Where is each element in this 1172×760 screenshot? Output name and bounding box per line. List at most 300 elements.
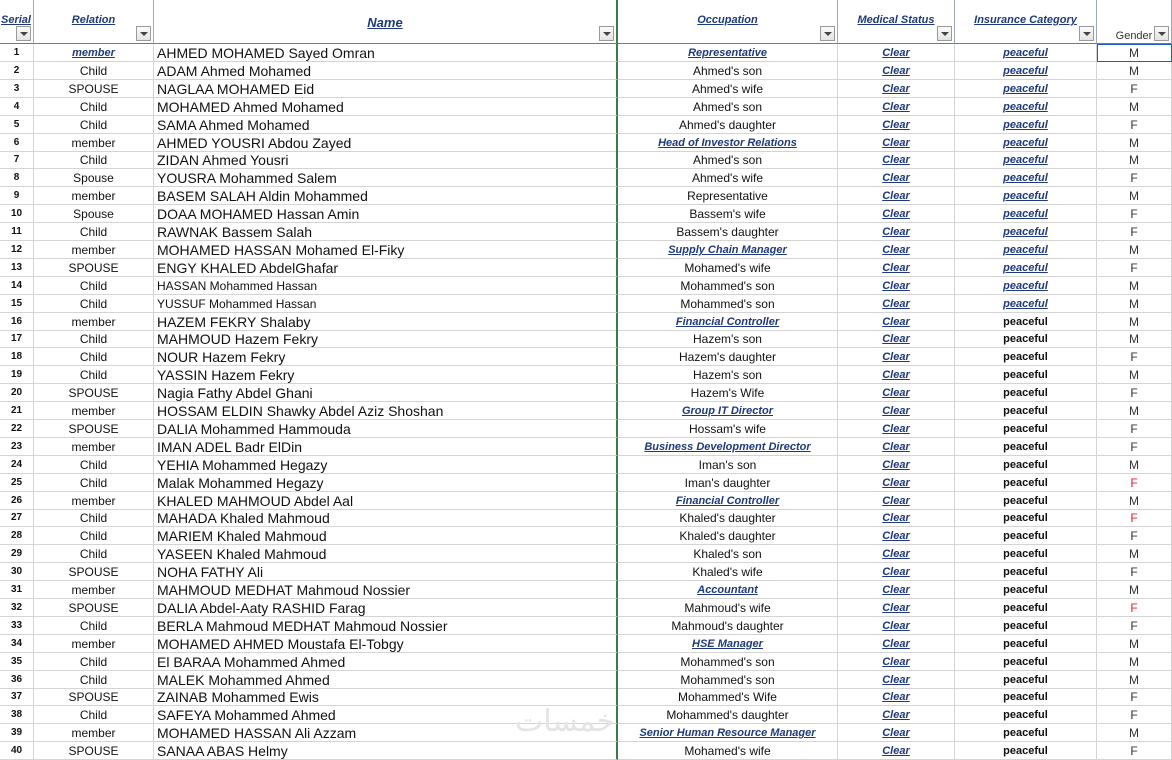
cell-insurance-category[interactable]: peaceful <box>955 205 1097 223</box>
cell-name[interactable]: MOHAMED HASSAN Ali Azzam <box>154 724 618 742</box>
cell-medical-status[interactable]: Clear <box>838 474 955 492</box>
cell-occupation[interactable]: Hazem's Wife <box>618 384 838 402</box>
cell-serial[interactable]: 1 <box>0 44 34 62</box>
cell-gender[interactable]: F <box>1097 706 1172 724</box>
cell-serial[interactable]: 7 <box>0 151 34 169</box>
cell-serial[interactable]: 18 <box>0 348 34 366</box>
cell-serial[interactable]: 17 <box>0 330 34 348</box>
cell-insurance-category[interactable]: peaceful <box>955 277 1097 295</box>
cell-name[interactable]: MOHAMED HASSAN Mohamed El-Fiky <box>154 241 618 259</box>
filter-dropdown-icon[interactable] <box>937 26 952 41</box>
cell-serial[interactable]: 30 <box>0 563 34 581</box>
cell-medical-status[interactable]: Clear <box>838 62 955 80</box>
cell-medical-status[interactable]: Clear <box>838 384 955 402</box>
cell-name[interactable]: BERLA Mahmoud MEDHAT Mahmoud Nossier <box>154 617 618 635</box>
cell-serial[interactable]: 27 <box>0 509 34 527</box>
cell-insurance-category[interactable]: peaceful <box>955 599 1097 617</box>
cell-name[interactable]: DALIA Mohammed Hammouda <box>154 420 618 438</box>
cell-name[interactable]: El BARAA Mohammed Ahmed <box>154 653 618 671</box>
cell-name[interactable]: DALIA Abdel-Aaty RASHID Farag <box>154 599 618 617</box>
cell-medical-status[interactable]: Clear <box>838 420 955 438</box>
cell-gender[interactable]: F <box>1097 80 1172 98</box>
cell-medical-status[interactable]: Clear <box>838 492 955 510</box>
cell-occupation[interactable]: Mohammed's son <box>618 277 838 295</box>
cell-medical-status[interactable]: Clear <box>838 688 955 706</box>
cell-occupation[interactable]: Hazem's son <box>618 330 838 348</box>
cell-gender[interactable]: F <box>1097 223 1172 241</box>
cell-serial[interactable]: 14 <box>0 277 34 295</box>
cell-medical-status[interactable]: Clear <box>838 205 955 223</box>
cell-serial[interactable]: 31 <box>0 581 34 599</box>
cell-relation[interactable]: member <box>34 187 154 205</box>
cell-name[interactable]: Nagia Fathy Abdel Ghani <box>154 384 618 402</box>
cell-occupation[interactable]: Financial Controller <box>618 492 838 510</box>
cell-occupation[interactable]: Ahmed's wife <box>618 80 838 98</box>
cell-insurance-category[interactable]: peaceful <box>955 384 1097 402</box>
cell-occupation[interactable]: Representative <box>618 187 838 205</box>
cell-name[interactable]: YASEEN Khaled Mahmoud <box>154 545 618 563</box>
cell-occupation[interactable]: Hazem's son <box>618 366 838 384</box>
cell-name[interactable]: MOHAMED AHMED Moustafa El-Tobgy <box>154 635 618 653</box>
cell-gender[interactable]: F <box>1097 438 1172 456</box>
cell-name[interactable]: ENGY KHALED AbdelGhafar <box>154 259 618 277</box>
cell-serial[interactable]: 12 <box>0 241 34 259</box>
cell-name[interactable]: HAZEM FEKRY Shalaby <box>154 313 618 331</box>
cell-medical-status[interactable]: Clear <box>838 98 955 116</box>
cell-occupation[interactable]: Head of Investor Relations <box>618 134 838 152</box>
cell-insurance-category[interactable]: peaceful <box>955 98 1097 116</box>
cell-gender[interactable]: F <box>1097 527 1172 545</box>
cell-occupation[interactable]: Mahmoud's daughter <box>618 617 838 635</box>
cell-medical-status[interactable]: Clear <box>838 330 955 348</box>
cell-relation[interactable]: Child <box>34 706 154 724</box>
cell-medical-status[interactable]: Clear <box>838 402 955 420</box>
cell-gender[interactable]: M <box>1097 295 1172 313</box>
cell-serial[interactable]: 8 <box>0 169 34 187</box>
cell-insurance-category[interactable]: peaceful <box>955 241 1097 259</box>
cell-name[interactable]: YEHIA Mohammed Hegazy <box>154 456 618 474</box>
cell-relation[interactable]: SPOUSE <box>34 384 154 402</box>
cell-relation[interactable]: Child <box>34 223 154 241</box>
cell-occupation[interactable]: Iman's son <box>618 456 838 474</box>
cell-medical-status[interactable]: Clear <box>838 80 955 98</box>
cell-relation[interactable]: member <box>34 492 154 510</box>
cell-occupation[interactable]: HSE Manager <box>618 635 838 653</box>
cell-serial[interactable]: 26 <box>0 492 34 510</box>
cell-insurance-category[interactable]: peaceful <box>955 259 1097 277</box>
cell-medical-status[interactable]: Clear <box>838 635 955 653</box>
cell-insurance-category[interactable]: peaceful <box>955 706 1097 724</box>
cell-name[interactable]: AHMED MOHAMED Sayed Omran <box>154 44 618 62</box>
header-occupation[interactable] <box>618 0 838 44</box>
cell-name[interactable]: YASSIN Hazem Fekry <box>154 366 618 384</box>
cell-medical-status[interactable]: Clear <box>838 259 955 277</box>
header-medical-status[interactable] <box>838 0 955 44</box>
cell-serial[interactable]: 13 <box>0 259 34 277</box>
cell-occupation[interactable]: Ahmed's daughter <box>618 116 838 134</box>
cell-medical-status[interactable]: Clear <box>838 438 955 456</box>
cell-occupation[interactable]: Bassem's wife <box>618 205 838 223</box>
cell-name[interactable]: AHMED YOUSRI Abdou Zayed <box>154 134 618 152</box>
cell-relation[interactable]: Child <box>34 671 154 689</box>
cell-serial[interactable]: 3 <box>0 80 34 98</box>
cell-occupation[interactable]: Ahmed's wife <box>618 169 838 187</box>
cell-medical-status[interactable]: Clear <box>838 151 955 169</box>
cell-name[interactable]: MARIEM Khaled Mahmoud <box>154 527 618 545</box>
cell-serial[interactable]: 28 <box>0 527 34 545</box>
cell-relation[interactable]: Child <box>34 98 154 116</box>
cell-gender[interactable]: M <box>1097 671 1172 689</box>
cell-serial[interactable]: 40 <box>0 742 34 760</box>
cell-name[interactable]: RAWNAK Bassem Salah <box>154 223 618 241</box>
cell-gender[interactable]: M <box>1097 62 1172 80</box>
cell-name[interactable]: MAHMOUD MEDHAT Mahmoud Nossier <box>154 581 618 599</box>
cell-name[interactable]: SAFEYA Mohammed Ahmed <box>154 706 618 724</box>
cell-insurance-category[interactable]: peaceful <box>955 187 1097 205</box>
cell-gender[interactable]: F <box>1097 599 1172 617</box>
cell-occupation[interactable]: Ahmed's son <box>618 151 838 169</box>
cell-name[interactable]: ZIDAN Ahmed Yousri <box>154 151 618 169</box>
header-relation[interactable] <box>34 0 154 44</box>
cell-gender[interactable]: M <box>1097 724 1172 742</box>
cell-insurance-category[interactable]: peaceful <box>955 62 1097 80</box>
cell-insurance-category[interactable]: peaceful <box>955 169 1097 187</box>
cell-occupation[interactable]: Khaled's son <box>618 545 838 563</box>
filter-dropdown-icon[interactable] <box>136 26 151 41</box>
cell-relation[interactable]: Child <box>34 474 154 492</box>
cell-name[interactable]: BASEM SALAH Aldin Mohammed <box>154 187 618 205</box>
cell-medical-status[interactable]: Clear <box>838 456 955 474</box>
cell-insurance-category[interactable]: peaceful <box>955 348 1097 366</box>
cell-gender[interactable]: M <box>1097 187 1172 205</box>
cell-name[interactable]: YUSSUF Mohammed Hassan <box>154 295 618 313</box>
cell-occupation[interactable]: Group IT Director <box>618 402 838 420</box>
cell-serial[interactable]: 16 <box>0 313 34 331</box>
cell-serial[interactable]: 23 <box>0 438 34 456</box>
cell-medical-status[interactable]: Clear <box>838 742 955 760</box>
cell-gender[interactable]: F <box>1097 205 1172 223</box>
cell-serial[interactable]: 36 <box>0 671 34 689</box>
cell-relation[interactable]: Child <box>34 527 154 545</box>
cell-insurance-category[interactable]: peaceful <box>955 581 1097 599</box>
cell-relation[interactable]: Child <box>34 62 154 80</box>
cell-occupation[interactable]: Khaled's daughter <box>618 527 838 545</box>
cell-name[interactable]: SAMA Ahmed Mohamed <box>154 116 618 134</box>
cell-gender[interactable]: M <box>1097 456 1172 474</box>
cell-relation[interactable]: Child <box>34 277 154 295</box>
cell-name[interactable]: NOUR Hazem Fekry <box>154 348 618 366</box>
cell-medical-status[interactable]: Clear <box>838 241 955 259</box>
cell-relation[interactable]: member <box>34 134 154 152</box>
cell-relation[interactable]: Spouse <box>34 169 154 187</box>
cell-insurance-category[interactable]: peaceful <box>955 671 1097 689</box>
cell-medical-status[interactable]: Clear <box>838 116 955 134</box>
cell-gender[interactable]: F <box>1097 384 1172 402</box>
cell-medical-status[interactable]: Clear <box>838 671 955 689</box>
cell-insurance-category[interactable]: peaceful <box>955 617 1097 635</box>
cell-insurance-category[interactable]: peaceful <box>955 295 1097 313</box>
cell-gender[interactable]: M <box>1097 151 1172 169</box>
cell-serial[interactable]: 37 <box>0 688 34 706</box>
cell-serial[interactable]: 32 <box>0 599 34 617</box>
cell-relation[interactable]: member <box>34 581 154 599</box>
cell-relation[interactable]: member <box>34 635 154 653</box>
cell-gender[interactable]: M <box>1097 545 1172 563</box>
cell-gender[interactable]: F <box>1097 563 1172 581</box>
cell-insurance-category[interactable]: peaceful <box>955 742 1097 760</box>
cell-gender[interactable]: M <box>1097 44 1172 62</box>
cell-serial[interactable]: 9 <box>0 187 34 205</box>
cell-medical-status[interactable]: Clear <box>838 563 955 581</box>
cell-insurance-category[interactable]: peaceful <box>955 116 1097 134</box>
cell-name[interactable]: MOHAMED Ahmed Mohamed <box>154 98 618 116</box>
header-gender[interactable] <box>1097 0 1172 44</box>
cell-serial[interactable]: 19 <box>0 366 34 384</box>
cell-occupation[interactable]: Financial Controller <box>618 313 838 331</box>
cell-relation[interactable]: Child <box>34 545 154 563</box>
cell-occupation[interactable]: Hazem's daughter <box>618 348 838 366</box>
cell-occupation[interactable]: Mahmoud's wife <box>618 599 838 617</box>
cell-occupation[interactable]: Mohammed's son <box>618 671 838 689</box>
cell-insurance-category[interactable]: peaceful <box>955 402 1097 420</box>
cell-insurance-category[interactable]: peaceful <box>955 635 1097 653</box>
cell-relation[interactable]: SPOUSE <box>34 259 154 277</box>
cell-occupation[interactable]: Business Development Director <box>618 438 838 456</box>
cell-serial[interactable]: 11 <box>0 223 34 241</box>
cell-medical-status[interactable]: Clear <box>838 169 955 187</box>
cell-gender[interactable]: F <box>1097 742 1172 760</box>
cell-serial[interactable]: 20 <box>0 384 34 402</box>
cell-serial[interactable]: 35 <box>0 653 34 671</box>
cell-insurance-category[interactable]: peaceful <box>955 223 1097 241</box>
cell-name[interactable]: DOAA MOHAMED Hassan Amin <box>154 205 618 223</box>
cell-relation[interactable]: SPOUSE <box>34 599 154 617</box>
cell-insurance-category[interactable]: peaceful <box>955 456 1097 474</box>
cell-relation[interactable]: member <box>34 402 154 420</box>
cell-insurance-category[interactable]: peaceful <box>955 420 1097 438</box>
cell-name[interactable]: YOUSRA Mohammed Salem <box>154 169 618 187</box>
header-serial[interactable] <box>0 0 34 44</box>
cell-relation[interactable]: Child <box>34 617 154 635</box>
table-row <box>0 98 1172 116</box>
table-row <box>0 545 1172 563</box>
cell-serial[interactable]: 10 <box>0 205 34 223</box>
cell-insurance-category[interactable]: peaceful <box>955 313 1097 331</box>
cell-insurance-category[interactable]: peaceful <box>955 563 1097 581</box>
cell-medical-status[interactable]: Clear <box>838 581 955 599</box>
cell-gender[interactable]: M <box>1097 492 1172 510</box>
cell-insurance-category[interactable]: peaceful <box>955 527 1097 545</box>
cell-gender[interactable]: M <box>1097 98 1172 116</box>
cell-relation[interactable]: Child <box>34 295 154 313</box>
cell-insurance-category[interactable]: peaceful <box>955 474 1097 492</box>
cell-name[interactable]: HASSAN Mohammed Hassan <box>154 277 618 295</box>
cell-occupation[interactable]: Accountant <box>618 581 838 599</box>
cell-insurance-category[interactable]: peaceful <box>955 438 1097 456</box>
table-row <box>0 134 1172 152</box>
cell-insurance-category[interactable]: peaceful <box>955 151 1097 169</box>
cell-medical-status[interactable]: Clear <box>838 348 955 366</box>
cell-medical-status[interactable]: Clear <box>838 134 955 152</box>
cell-serial[interactable]: 29 <box>0 545 34 563</box>
cell-occupation[interactable]: Representative <box>618 44 838 62</box>
cell-medical-status[interactable]: Clear <box>838 724 955 742</box>
cell-insurance-category[interactable]: peaceful <box>955 134 1097 152</box>
cell-gender[interactable]: F <box>1097 474 1172 492</box>
cell-serial[interactable]: 39 <box>0 724 34 742</box>
cell-insurance-category[interactable]: peaceful <box>955 653 1097 671</box>
cell-relation[interactable]: Child <box>34 366 154 384</box>
table-row <box>0 420 1172 438</box>
cell-name[interactable]: MAHMOUD Hazem Fekry <box>154 330 618 348</box>
cell-occupation[interactable]: Mohammed's Wife <box>618 688 838 706</box>
cell-occupation[interactable]: Khaled's wife <box>618 563 838 581</box>
cell-gender[interactable]: M <box>1097 635 1172 653</box>
cell-medical-status[interactable]: Clear <box>838 223 955 241</box>
cell-relation[interactable]: Child <box>34 348 154 366</box>
cell-occupation[interactable]: Mohamed's wife <box>618 259 838 277</box>
cell-medical-status[interactable]: Clear <box>838 44 955 62</box>
cell-medical-status[interactable]: Clear <box>838 653 955 671</box>
cell-gender[interactable]: M <box>1097 277 1172 295</box>
cell-gender[interactable]: F <box>1097 617 1172 635</box>
cell-relation[interactable]: Spouse <box>34 205 154 223</box>
cell-insurance-category[interactable]: peaceful <box>955 366 1097 384</box>
cell-name[interactable]: SANAA ABAS Helmy <box>154 742 618 760</box>
cell-relation[interactable]: SPOUSE <box>34 563 154 581</box>
cell-relation[interactable]: SPOUSE <box>34 80 154 98</box>
cell-name[interactable]: Malak Mohammed Hegazy <box>154 474 618 492</box>
cell-serial[interactable]: 24 <box>0 456 34 474</box>
cell-occupation[interactable]: Mohamed's wife <box>618 742 838 760</box>
cell-serial[interactable]: 15 <box>0 295 34 313</box>
cell-serial[interactable]: 4 <box>0 98 34 116</box>
cell-relation[interactable]: Child <box>34 151 154 169</box>
cell-medical-status[interactable]: Clear <box>838 509 955 527</box>
cell-medical-status[interactable]: Clear <box>838 277 955 295</box>
cell-serial[interactable]: 33 <box>0 617 34 635</box>
cell-relation[interactable]: Child <box>34 653 154 671</box>
cell-medical-status[interactable]: Clear <box>838 617 955 635</box>
cell-relation[interactable]: SPOUSE <box>34 420 154 438</box>
cell-relation[interactable]: member <box>34 438 154 456</box>
cell-gender[interactable]: M <box>1097 330 1172 348</box>
cell-serial[interactable]: 38 <box>0 706 34 724</box>
cell-gender[interactable]: F <box>1097 420 1172 438</box>
cell-serial[interactable]: 34 <box>0 635 34 653</box>
filter-dropdown-icon[interactable] <box>820 26 835 41</box>
cell-occupation[interactable]: Mohammed's daughter <box>618 706 838 724</box>
cell-name[interactable]: NAGLAA MOHAMED Eid <box>154 80 618 98</box>
cell-name[interactable]: KHALED MAHMOUD Abdel Aal <box>154 492 618 510</box>
header-name[interactable] <box>154 0 618 44</box>
cell-medical-status[interactable]: Clear <box>838 366 955 384</box>
table-row <box>0 384 1172 402</box>
cell-gender[interactable]: M <box>1097 241 1172 259</box>
cell-medical-status[interactable]: Clear <box>838 599 955 617</box>
cell-serial[interactable]: 22 <box>0 420 34 438</box>
cell-medical-status[interactable]: Clear <box>838 313 955 331</box>
cell-medical-status[interactable]: Clear <box>838 295 955 313</box>
filter-dropdown-icon[interactable] <box>16 26 31 41</box>
filter-dropdown-icon[interactable] <box>1079 26 1094 41</box>
cell-name[interactable]: IMAN ADEL Badr ElDin <box>154 438 618 456</box>
cell-insurance-category[interactable]: peaceful <box>955 44 1097 62</box>
cell-occupation[interactable]: Ahmed's son <box>618 62 838 80</box>
cell-relation[interactable]: Child <box>34 509 154 527</box>
cell-gender[interactable]: F <box>1097 509 1172 527</box>
cell-name[interactable]: ZAINAB Mohammed Ewis <box>154 688 618 706</box>
cell-name[interactable]: MALEK Mohammed Ahmed <box>154 671 618 689</box>
filter-dropdown-icon[interactable] <box>1154 26 1169 41</box>
cell-gender[interactable]: F <box>1097 116 1172 134</box>
cell-gender[interactable]: M <box>1097 313 1172 331</box>
cell-relation[interactable]: SPOUSE <box>34 742 154 760</box>
cell-gender[interactable]: M <box>1097 653 1172 671</box>
cell-gender[interactable]: F <box>1097 348 1172 366</box>
cell-relation[interactable]: Child <box>34 116 154 134</box>
cell-name[interactable]: ADAM Ahmed Mohamed <box>154 62 618 80</box>
cell-insurance-category[interactable]: peaceful <box>955 688 1097 706</box>
cell-occupation[interactable]: Iman's daughter <box>618 474 838 492</box>
cell-medical-status[interactable]: Clear <box>838 545 955 563</box>
cell-occupation[interactable]: Supply Chain Manager <box>618 241 838 259</box>
cell-gender[interactable]: M <box>1097 366 1172 384</box>
table-row <box>0 169 1172 187</box>
cell-gender[interactable]: F <box>1097 169 1172 187</box>
cell-name[interactable]: NOHA FATHY Ali <box>154 563 618 581</box>
cell-occupation[interactable]: Bassem's daughter <box>618 223 838 241</box>
cell-occupation[interactable]: Mohammed's son <box>618 295 838 313</box>
cell-insurance-category[interactable]: peaceful <box>955 545 1097 563</box>
filter-dropdown-icon[interactable] <box>599 26 614 41</box>
cell-relation[interactable]: SPOUSE <box>34 688 154 706</box>
cell-gender[interactable]: M <box>1097 134 1172 152</box>
cell-insurance-category[interactable]: peaceful <box>955 509 1097 527</box>
cell-serial[interactable]: 2 <box>0 62 34 80</box>
cell-relation[interactable]: member <box>34 241 154 259</box>
cell-occupation[interactable]: Hossam's wife <box>618 420 838 438</box>
cell-gender[interactable]: M <box>1097 581 1172 599</box>
cell-insurance-category[interactable]: peaceful <box>955 80 1097 98</box>
cell-occupation[interactable]: Senior Human Resource Manager <box>618 724 838 742</box>
header-insurance-category[interactable] <box>955 0 1097 44</box>
cell-serial[interactable]: 6 <box>0 134 34 152</box>
cell-insurance-category[interactable]: peaceful <box>955 724 1097 742</box>
cell-serial[interactable]: 21 <box>0 402 34 420</box>
cell-medical-status[interactable]: Clear <box>838 527 955 545</box>
cell-insurance-category[interactable]: peaceful <box>955 492 1097 510</box>
cell-relation[interactable]: member <box>34 44 154 62</box>
cell-insurance-category[interactable]: peaceful <box>955 330 1097 348</box>
cell-relation[interactable]: Child <box>34 456 154 474</box>
cell-relation[interactable]: Child <box>34 330 154 348</box>
cell-occupation[interactable]: Khaled's daughter <box>618 509 838 527</box>
cell-gender[interactable]: F <box>1097 688 1172 706</box>
cell-occupation[interactable]: Mohammed's son <box>618 653 838 671</box>
cell-gender[interactable]: F <box>1097 259 1172 277</box>
cell-gender[interactable]: M <box>1097 402 1172 420</box>
cell-name[interactable]: HOSSAM ELDIN Shawky Abdel Aziz Shoshan <box>154 402 618 420</box>
cell-serial[interactable]: 25 <box>0 474 34 492</box>
cell-serial[interactable]: 5 <box>0 116 34 134</box>
cell-relation[interactable]: member <box>34 313 154 331</box>
cell-medical-status[interactable]: Clear <box>838 187 955 205</box>
cell-occupation[interactable]: Ahmed's son <box>618 98 838 116</box>
cell-medical-status[interactable]: Clear <box>838 706 955 724</box>
cell-name[interactable]: MAHADA Khaled Mahmoud <box>154 509 618 527</box>
cell-relation[interactable]: member <box>34 724 154 742</box>
